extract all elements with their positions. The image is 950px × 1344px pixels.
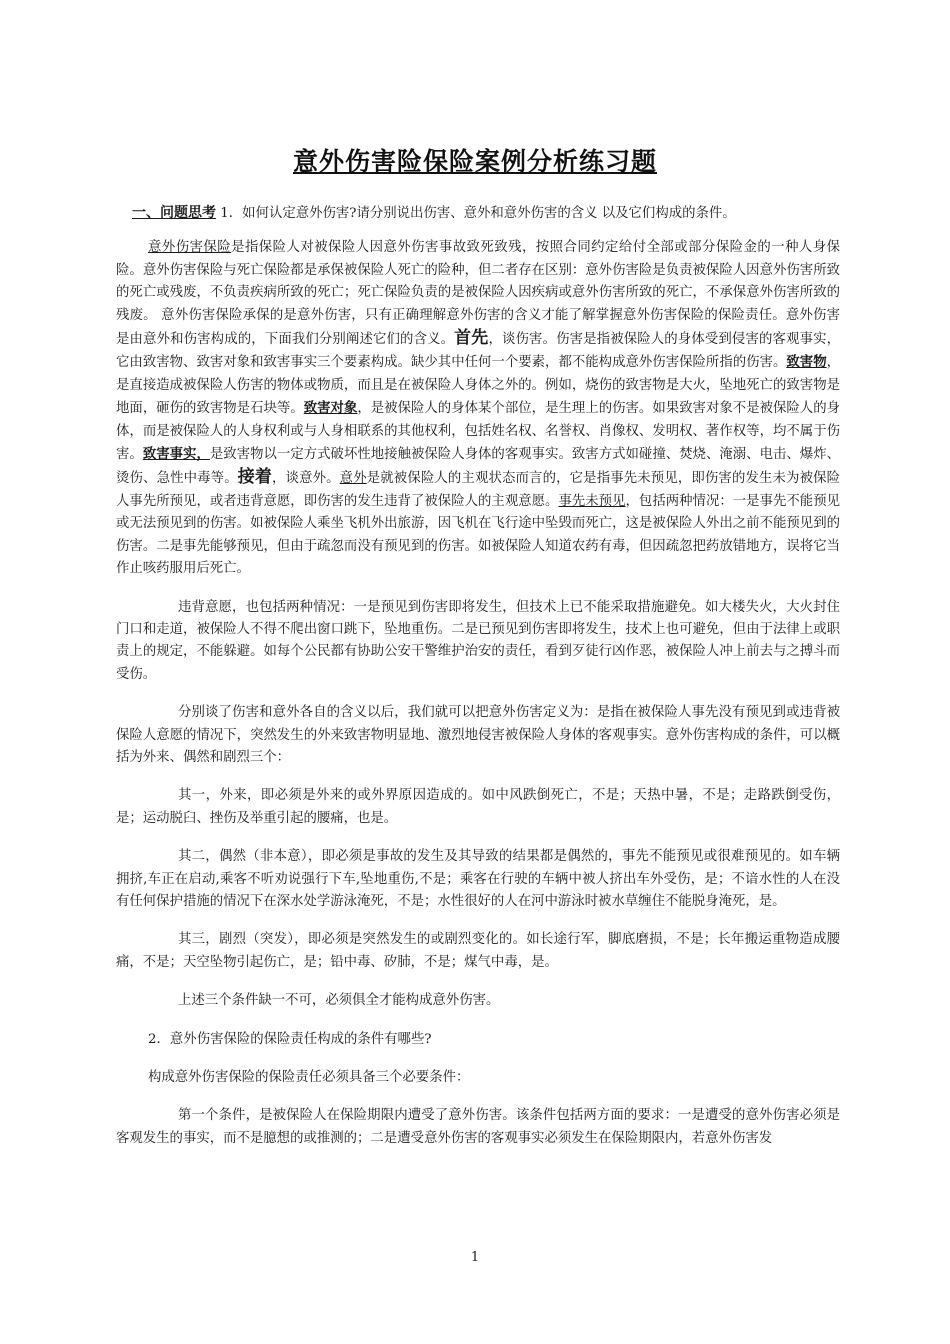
term-injuring-object: 致害物 <box>786 354 827 371</box>
paragraph-against-will: 违背意愿，也包括两种情况：一是预见到伤害即将发生，但技术上已不能采取措施避免。如大楼失火，大火封住门口和走道，被保险人不得不爬出窗口跳下，坠地重伤。二是已预见到伤害即将发生，技术上也可避免，但由于法律上或职责上的规定，不能躲避。如每个公民都有协助公安干警维护治安的责任，看到歹徒行凶作恶，被保险人冲上前去与之搏斗而受伤。 <box>116 599 840 682</box>
question-2-line: 2．意外伤害保险的保险责任构成的条件有哪些? <box>148 1031 432 1047</box>
paragraph-text: ，是被保险人的身体某个部位，是生理上的伤害。如果致害对象不是被保险人的身体，而是被保险人的人身权利或与人身相联系的其他权利，包括姓名权、名誉权、肖像权、发明权、著作权等，均不属于伤害。 <box>116 401 841 463</box>
paragraph-definition <box>116 237 840 580</box>
document-title: 意外伤害险保险案例分析练习题 <box>292 147 657 176</box>
term-injury-fact: 致害事实， <box>142 446 210 463</box>
document-body <box>116 202 840 1150</box>
term-accident: 意外 <box>339 471 367 487</box>
term-accident-insurance: 意外伤害保险 <box>148 240 232 256</box>
paragraph-condition-sudden: 其三，剧烈（突发），即必须是突然发生的或剧烈变化的。如长途行军，脚底磨损，不是；长年搬运重物造成腰痛，不是；天空坠物引起伤亡，是；铅中毒、矽肺，不是；煤气中毒，是。 <box>116 932 840 970</box>
page-number: 1 <box>470 1250 480 1265</box>
section-heading: 一、问题思考 <box>132 205 216 221</box>
paragraph-liability-intro: 构成意外伤害保险的保险责任必须具备三个必要条件： <box>148 1070 470 1085</box>
paragraph-text: ，是直接造成被保险人伤害的物体或物质，而且是在被保险人身体之外的。例如，烧伤的致害物是大火，坠地死亡的致害物是地面，砸伤的致害物是石块等。 <box>116 355 841 417</box>
term-unforeseen: 事先未预见 <box>558 493 626 509</box>
question-1-text: 1．如何认定意外伤害?请分别说出伤害、意外和意外伤害的含义 以及它们构成的条件。 <box>216 206 736 221</box>
paragraph-condition-accidental: 其二，偶然（非本意），即必须是事故的发生及其导致的结果都是偶然的，事先不能预见或很难预见的。如车辆拥挤,车正在启动,乘客不听劝说强行下车,坠地重伤,不是；乘客在行驶的车辆中被人挤出车外受伤，是；不谙水性的人在没有任何保护措施的情况下在深水处学游泳淹死，不是；水性很好的人在河中游泳时被水草缠住不能脱身淹死，是。 <box>116 849 840 909</box>
term-injured-target: 致害对象 <box>303 400 358 417</box>
paragraph-first-condition: 第一个条件，是被保险人在保险期限内遭受了意外伤害。该条件包括两方面的要求：一是遭受的意外伤害必须是客观发生的事实，而不是臆想的或推测的；二是遭受意外伤害的客观事实必须发生在保险期限内，若意外伤害发 <box>116 1108 840 1146</box>
paragraph-text: 是就被保险人的主观状态而言的，它是指事先未预见，即伤害的发生未为被保险人事先所预见，或者违背意愿，即伤害的发生违背了被保险人的主观意愿。 <box>116 471 841 509</box>
paragraph-text: 是指保险人对被保险人因意外伤害事故致死致残，按照合同约定给付全部或部分保险金的一种人身保险。意外伤害保险与死亡保险都是承保被保险人死亡的险种，但二者存在区别：意外伤害险是负责被保险人因意外伤害所致的死亡或残废，不负责疾病所致的死亡；死亡保险负责的是被保险人因疾病或意外伤害所致的死亡，不承保意外伤害所致的残废。 意外伤害保险承保的是意外伤害，只有正确理解意外伤害的含义才能了解掌握意外伤害保险的保险责任。意外伤害是由意外和伤害构成的，下面我们分别阐述它们的含义。 <box>116 240 841 348</box>
emphasis-next: 接着 <box>237 467 273 488</box>
question-1-line <box>116 202 840 225</box>
emphasis-first: 首先 <box>454 328 489 349</box>
paragraph-definition-summary: 分别谈了伤害和意外各自的含义以后，我们就可以把意外伤害定义为：是指在被保险人事先没有预见到或违背被保险人意愿的情况下，突然发生的外来致害物明显地、激烈地侵害被保险人身体的客观事实。意外伤害构成的条件，可以概括为外来、偶然和剧烈三个： <box>116 705 840 765</box>
paragraph-text: 是致害物以一定方式破坏性地接触被保险人身体的客观事实。致害方式如碰撞、焚烧、淹溺、电击、爆炸、烫伤、急性中毒等。 <box>116 447 841 487</box>
paragraph-condition-external: 其一，外来，即必须是外来的或外界原因造成的。如中风跌倒死亡，不是；天热中暑，不是；走路跌倒受伤，是；运动脱臼、挫伤及举重引起的腰痛，也是。 <box>116 788 840 826</box>
paragraph-text: ，包括两种情况：一是事先不能预见或无法预见到的伤害。如被保险人乘坐飞机外出旅游，因飞机在飞行途中坠毁而死亡，这是被保险人外出之前不能预见到的伤害。二是事先能够预见，但由于疏忽而没有预见到的伤害。如被保险人知道农药有毒，但因疏忽把药放错地方，误将它当作止咳药服用后死亡。 <box>116 493 841 577</box>
paragraph-text: ，谈伤害。伤害是指被保险人的身体受到侵害的客观事实，它由致害物、致害对象和致害事实三个要素构成。缺少其中任何一个要素，都不能构成意外伤害保险所指的伤害。 <box>116 332 841 371</box>
paragraph-conditions-conclusion: 上述三个条件缺一不可，必须俱全才能构成意外伤害。 <box>178 993 500 1009</box>
paragraph-text: ，谈意外。 <box>272 471 340 487</box>
